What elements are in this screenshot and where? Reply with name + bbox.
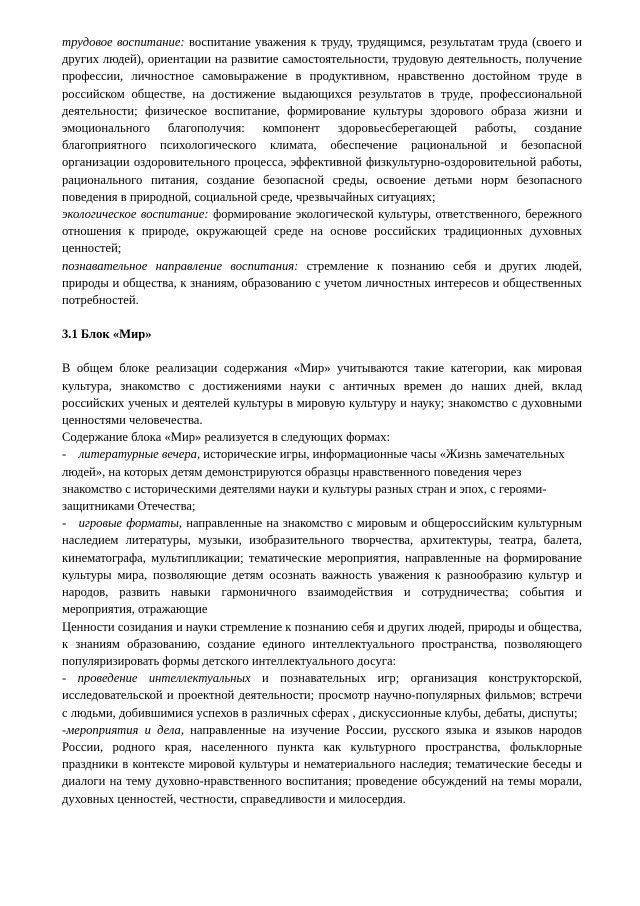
text-cognitive-education: стремление к познанию себя и других людей, природы и общества, к знаниям, образованию с учетом личностных интересов и общественных потребностей.	[62, 258, 582, 308]
term-events: мероприятия и дела,	[66, 722, 184, 737]
paragraph-forms-intro: Содержание блока «Мир» реализуется в следующих формах:	[62, 430, 391, 445]
list-dash: -	[62, 447, 67, 462]
paragraph-intro: В общем блоке реализации содержания «Мир» учитываются такие категории, как мировая культура, знакомство с достижениями науки с античных времен до наших дней, вклад российских ученых и деятелей культуры в мировую культуру и науку; знакомство с духовными ценностями человечества.	[62, 361, 582, 428]
term-ecological-education: экологическое воспитание:	[62, 207, 209, 222]
term-literary-evenings: литературные вечера,	[78, 447, 201, 462]
list-item-intellectual-games	[62, 670, 582, 722]
text-ecological-education: формирование экологической культуры, ответственного, бережного отношения к природе, окружающей среде на основе российских традиционных духовных ценностей;	[62, 207, 582, 256]
paragraph-values: Ценности созидания и науки стремление к познанию себя и других людей, природы и общества, к знаниям образованию, создание единого интеллектуального пространства, позволяющего популяризировать формы детского интеллектуального досуга:	[62, 619, 582, 668]
text-game-formats: направленные на знакомство с мировым и общероссийским культурным наследием литературы, музыки, изобразительного творчества, архитектуры, театра, балета, кинематографа, мультипликации; тематические мероприятия, направленные на формирование культуры мира, позволяющие детям осознать важность уважения к разнообразию культур и народов, развить навыки гармоничного взаимодействия и сотрудничества; события и мероприятия, отражающие	[62, 516, 582, 617]
list-dash: -	[62, 516, 67, 531]
list-item-game-formats	[62, 515, 582, 618]
term-cognitive-education: познавательное направление воспитания:	[62, 258, 299, 273]
section-heading: 3.1 Блок «Мир»	[62, 327, 152, 342]
term-game-formats: игровые форматы,	[78, 516, 183, 531]
document-body	[62, 34, 582, 808]
text-events: направленные на изучение России, русского языка и языков народов России, родного края, населенного пункта как культурного пространства, фольклорные праздники в контексте мировой культуры и нематериального наследия; тематические беседы и диалоги на тему духовно-нравственного воспитания; проведение обсуждений на темы морали, духовных ценностей, честности, справедливости и милосердия.	[62, 722, 582, 806]
text-labor-education: воспитание уважения к труду, трудящимся, результатам труда (своего и других людей), ориентации на развитие самостоятельности, трудовую деятельность, получение профессии, личностное самовыражение в продуктивном, нравственно достойном труде в российском обществе, на достижение выдающихся результатов в труде, профессиональной деятельности; физическое воспитание, формирование культуры здорового образа жизни и эмоционального благополучия: компонент здоровьесберегающей работы, создание благоприятного психологического климата, обеспечение рациональной и безопасной организации оздоровительного процесса, эффективной физкультурно-оздоровительной работы, рационального питания, создание безопасной среды, освоение детьми норм безопасного поведения в природной, социальной среде, чрезвычайных ситуациях;	[62, 35, 582, 204]
list-dash: -	[62, 722, 67, 737]
text-intellectual-games: и познавательных игр; организация конструкторской, исследовательской и проектной деятельности; просмотр научно-популярных фильмов; встречи с людьми, добившимися успехов в различных сферах , дискуссионные клубы, дебаты, диспуты;	[62, 671, 582, 720]
term-labor-education: трудовое воспитание:	[62, 35, 185, 49]
list-item-events	[62, 722, 582, 808]
list-dash: -	[62, 671, 67, 686]
paragraph-labor-education	[62, 34, 582, 206]
paragraph-cognitive-education	[62, 258, 582, 310]
paragraph-ecological-education	[62, 206, 582, 258]
term-intellectual-games: проведение интеллектуальных	[77, 671, 251, 686]
text-literary-evenings: исторические игры, информационные часы «Жизнь замечательных людей», на которых детям демонстрируются образцы нравственного поведения через знакомство с историческими деятелями науки и культуры разных стран и эпох, с героями-защитниками Отечества;	[62, 447, 565, 514]
list-item-literary-evenings	[62, 446, 582, 515]
